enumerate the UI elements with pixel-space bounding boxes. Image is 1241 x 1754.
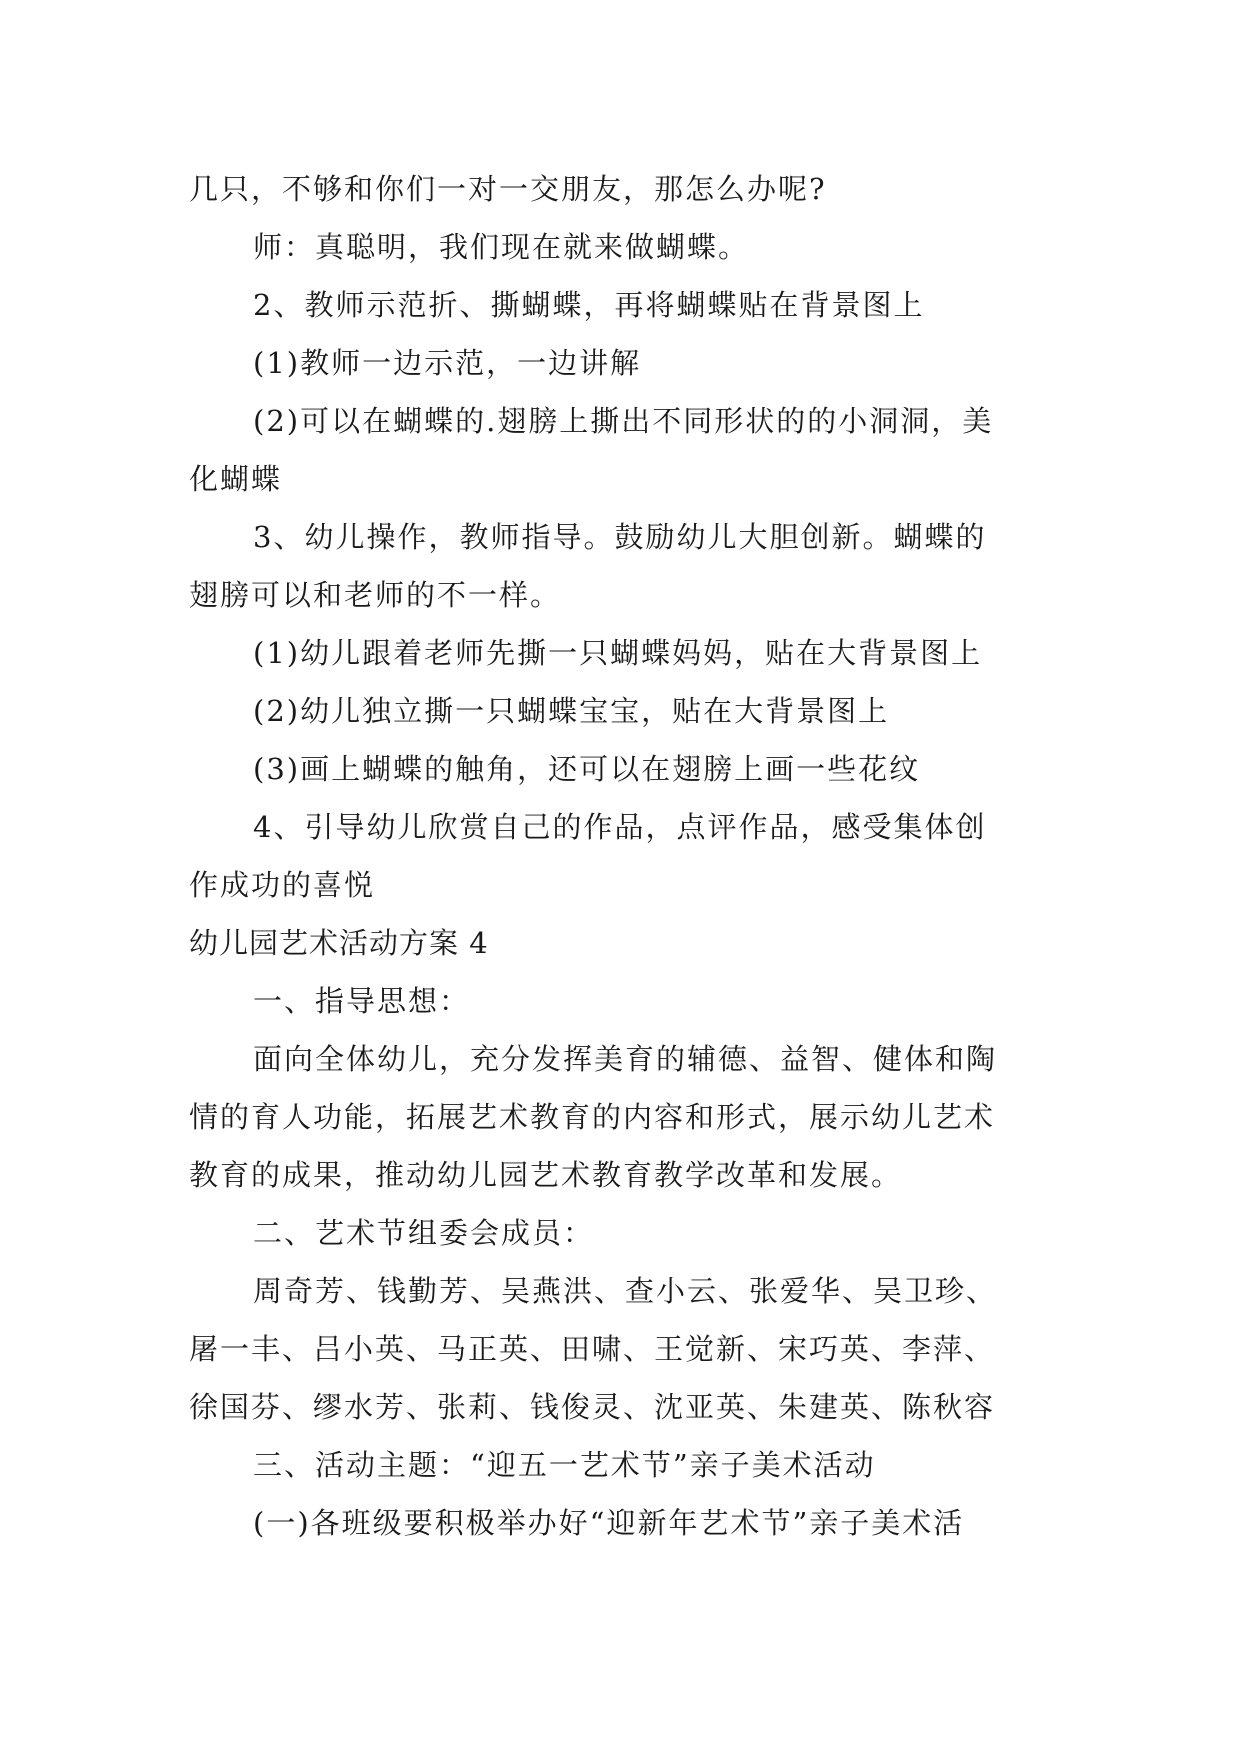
text-line: (1)教师一边示范，一边讲解 <box>253 346 642 380</box>
text-line: 周奇芳、钱勤芳、吴燕洪、查小云、张爱华、吴卫珍、 <box>253 1274 998 1308</box>
text-line: 二、艺术节组委会成员： <box>253 1216 595 1250</box>
text-line: 三、活动主题：“迎五一艺术节”亲子美术活动 <box>253 1448 876 1482</box>
text-line: 作成功的喜悦 <box>189 868 376 902</box>
text-line: (3)画上蝴蝶的触角，还可以在翅膀上画一些花纹 <box>253 752 921 786</box>
text-line: 师：真聪明，我们现在就来做蝴蝶。 <box>253 230 750 264</box>
text-line: 翅膀可以和老师的不一样。 <box>189 578 562 612</box>
text-line: 屠一丰、吕小英、马正英、田啸、王觉新、宋巧英、李萍、 <box>189 1332 996 1366</box>
text-line: 4、引导幼儿欣赏自己的作品，点评作品，感受集体创 <box>253 810 987 844</box>
text-line: 面向全体幼儿，充分发挥美育的辅德、益智、健体和陶 <box>253 1042 998 1076</box>
text-line: (一)各班级要积极举办好“迎新年艺术节”亲子美术活 <box>253 1506 965 1540</box>
text-line: (2)可以在蝴蝶的.翅膀上撕出不同形状的的小洞洞，美 <box>253 404 994 438</box>
text-line: (2)幼儿独立撕一只蝴蝶宝宝，贴在大背景图上 <box>253 694 890 728</box>
text-line: 化蝴蝶 <box>189 462 283 496</box>
text-line: 2、教师示范折、撕蝴蝶，再将蝴蝶贴在背景图上 <box>253 288 925 322</box>
text-line: (1)幼儿跟着老师先撕一只蝴蝶妈妈，贴在大背景图上 <box>253 636 983 670</box>
text-line: 几只，不够和你们一对一交朋友，那怎么办呢? <box>189 172 827 206</box>
text-line: 3、幼儿操作，教师指导。鼓励幼儿大胆创新。蝴蝶的 <box>253 520 987 554</box>
section-heading: 幼儿园艺术活动方案 4 <box>189 926 489 960</box>
text-line: 徐国芬、缪水芳、张莉、钱俊灵、沈亚英、朱建英、陈秋容 <box>189 1390 996 1424</box>
text-line: 一、指导思想： <box>253 984 471 1018</box>
document-body <box>189 160 1065 1552</box>
text-line: 情的育人功能，拓展艺术教育的内容和形式，展示幼儿艺术 <box>189 1100 996 1134</box>
text-line: 教育的成果，推动幼儿园艺术教育教学改革和发展。 <box>189 1158 903 1192</box>
